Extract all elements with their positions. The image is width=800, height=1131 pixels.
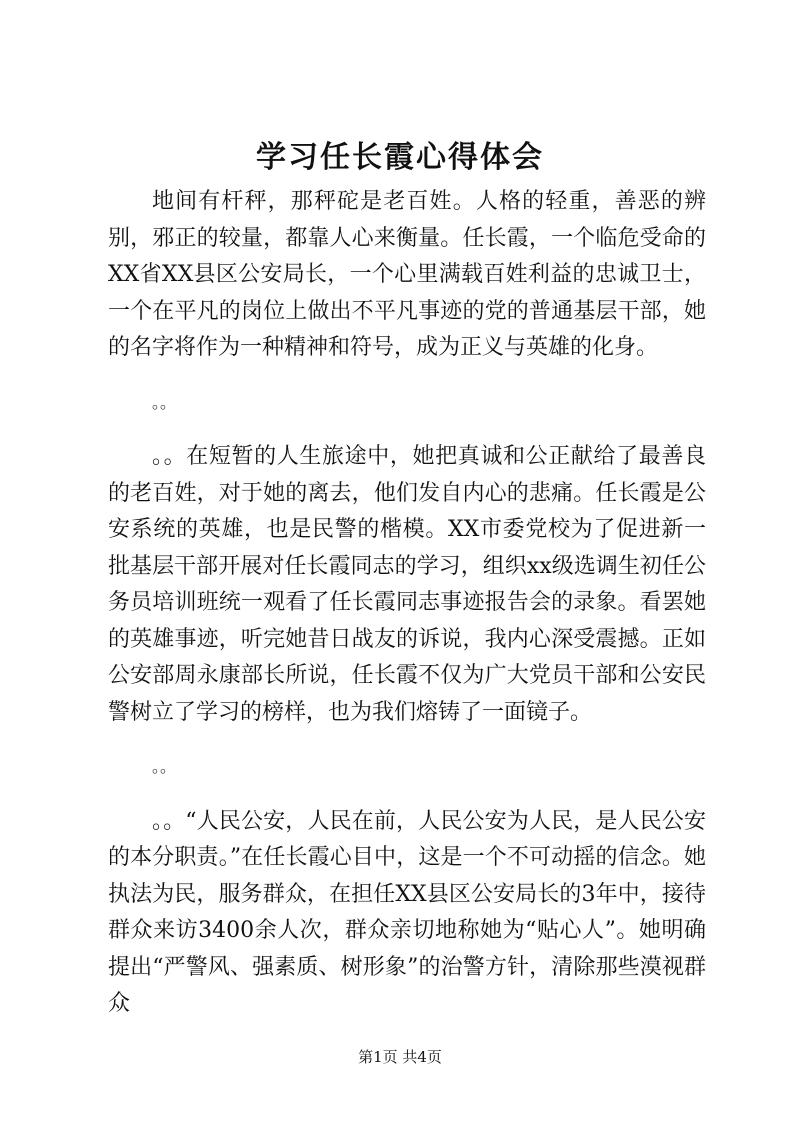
paragraph-separator-2: 。。 [152, 757, 177, 776]
page-footer: 第1页 共4页 [358, 1048, 442, 1066]
paragraph-separator-1: 。。 [152, 392, 177, 412]
paragraph-3: 。。“人民公安，人民在前，人民公安为人民，是人民公安的本分职责。”在任长霞心目中，这是一个不可动摇的信念。她执法为民，服务群众，在担任XX县区公安局长的3年中，接待群众来访3400余人次，群众亲切地称她为“贴心人”。她明确提出“严警风、强素质、树形象”的治警方针，清除那些漠视群众 [108, 808, 706, 1016]
document-title: 学习任长霞心得体会 [256, 140, 544, 175]
paragraph-2: 。。在短暂的人生旅途中，她把真诚和公正献给了最善良的老百姓，对于她的离去，他们发自内心的悲痛。任长霞是公安系统的英雄，也是民警的楷模。XX市委党校为了促进新一批基层干部开展对任长霞同志的学习，组织xx级选调生初任公务员培训班统一观看了任长霞同志事迹报告会的录象。看罢她的英雄事迹，听完她昔日战友的诉说，我内心深受震撼。正如公安部周永康部长所说，任长霞不仅为广大党员干部和公安民警树立了学习的榜样，也为我们熔铸了一面镜子。 [108, 444, 706, 725]
paragraph-1: 地间有杆秤，那秤砣是老百姓。人格的轻重，善恶的辨别，邪正的较量，都靠人心来衡量。任长霞，一个临危受命的XX省XX县区公安局长，一个心里满载百姓利益的忠诚卫士，一个在平凡的岗位上做出不平凡事迹的党的普通基层干部，她的名字将作为一种精神和符号，成为正义与英雄的化身。 [108, 189, 706, 360]
document-body [108, 184, 706, 1023]
